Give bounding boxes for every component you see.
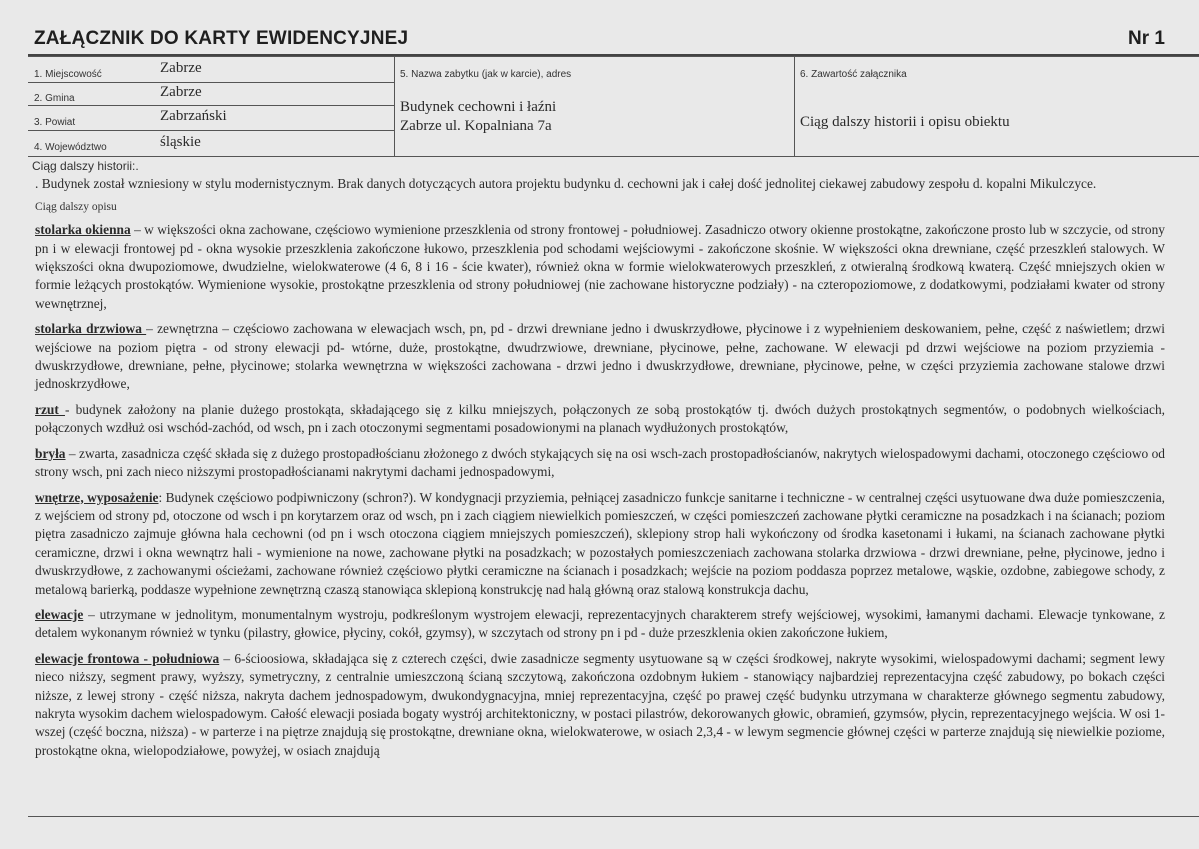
field-wojewodztwo-value: śląskie xyxy=(160,134,201,150)
section-text: – zewnętrzna – częściowo zachowana w elewacjach wsch, pn, pd - drzwi drewniane jedno i dwuskrzydłowe, płycinowe i z wypełnieniem deskowaniem, pełne, część z naświetlem; drzwi wejściowe na poziom piętra - od strony elewacji pd- wtórne, duże, prostokątne, dwudrzwiowe, drewniane, płycinowe, pełne, zachowane. W elewacji pd drzwi wejściowe na poziom przyziemia - dwuskrzydłowe, drewniane, pełne, płycinowe; stolarka wewnętrzna w większości zachowana - drzwi jedno i dwuskrzydłowe, drewniane, płycinowe, pełne, w części przyziemia zachowane stalowe drzwi jednoskrzydłowe, xyxy=(35,321,1165,392)
section-gap xyxy=(35,643,1165,650)
field-nazwa-label: 5. Nazwa zabytku (jak w karcie), adres xyxy=(400,69,572,80)
section-keyword: elewacje frontowa - południowa xyxy=(35,650,220,666)
section-text: – utrzymane w jednolitym, monumentalnym wystroju, podkreślonym wystrojem elewacji, reprezentacyjnych charakterem strefy wejściowej, wysokimi, łamanymi dachami. Elewacje tynkowane, z detalem wykonanym również w tynku (pilastry, głowice, płyciny, cokół, gzymsy), w szczytach od strony pn i pd - duże przeszklenia okien zakończone łukiem, xyxy=(35,606,1165,641)
field-nazwa-value xyxy=(400,98,556,136)
section-gap xyxy=(35,394,1165,401)
field-zawartosc-value: Ciąg dalszy historii i opisu obiektu xyxy=(800,114,1010,130)
description-section xyxy=(35,650,1165,760)
section-text: – 6-ścioosiowa, składająca się z czterech części, dwie zasadnicze segmenty usytuowane są w części środkowej, nakryte wysokimi, wielospadowymi dachami; segment lewy nieco niższy, segment prawy, wyższy, symetryczny, z centralnie umieszczoną ścianą szczytową, zakończona ozdobnym łukiem - stanowiący najbardziej reprezentacyjna część zabudowy, po bokach części niższe, z lewej strony - część niższa, nakryta dachem jednospadowym, dwukondygnacyjna, mniej reprezentacyjna, część po prawej część budynku utrzymana w charakterze głównego segmentu zabudowy, nakryta wysokim dachem wielospadowym. Całość elewacji posiada bogaty wystrój architektoniczny, w postaci pilastrów, dekorowanych głowic, obramień, gzymsów, płycin, reprezentacyjnego wejścia. W osi 1-wszej (część boczna, niższa) - w parterze i na piętrze znajdują się prostokątne, drewniane okna, wielokwaterowe, w osiach 2,3,4 - w lewym segmencie głównej części w parterze znajdują się niewielkie poziome, prostokątne okna, wielopodziałowe, powyżej, w osiach znajdują xyxy=(35,650,1165,758)
divider xyxy=(28,82,394,83)
field-powiat-label: 3. Powiat xyxy=(34,117,76,128)
field-gmina-value: Zabrze xyxy=(160,84,202,100)
section-keyword: stolarka okienna xyxy=(35,222,131,238)
nazwa-line-2: Zabrze ul. Kopalniana 7a xyxy=(400,118,552,134)
header xyxy=(34,28,1165,54)
description-section xyxy=(35,606,1165,643)
section-gap xyxy=(35,482,1165,489)
description-section xyxy=(35,489,1165,599)
section-text: – zwarta, zasadnicza część składa się z dużego prostopadłościanu złożonego z dwóch stykających się na osi wsch-zach prostopadłościanów, nakrytych wielospadowymi dachami, otoczonego częściowo od strony wsch, pni zach nieco niższymi prostopadłościanami nakrytymi dachami jednospadowymi, xyxy=(35,445,1165,480)
divider xyxy=(28,105,394,106)
nazwa-line-1: Budynek cechowni i łaźni xyxy=(400,99,557,115)
field-wojewodztwo-label: 4. Województwo xyxy=(34,142,107,153)
field-zawartosc-label: 6. Zawartość załącznika xyxy=(800,69,907,80)
field-powiat-value: Zabrzański xyxy=(160,108,227,124)
description-section xyxy=(35,221,1165,313)
section-keyword: elewacje xyxy=(35,606,84,622)
field-miejscowosc-value: Zabrze xyxy=(160,60,202,76)
divider xyxy=(794,57,795,156)
section-keyword: bryła xyxy=(35,445,66,461)
historia-text: . Budynek został wzniesiony w stylu modernistycznym. Brak danych dotyczących autora projektu budynku d. cechowni jak i całej dość jednolitej ciekawej zabudowy zespołu d. kopalni Mikulczyce. xyxy=(35,176,1097,192)
section-keyword: stolarka drzwiowa xyxy=(35,321,147,337)
document-body xyxy=(32,157,1165,760)
section-gap xyxy=(35,313,1165,320)
attachment-number: Nr 1 xyxy=(1128,28,1165,49)
section-gap xyxy=(35,438,1165,445)
description-sections xyxy=(35,221,1165,760)
opis-heading: Ciąg dalszy opisu xyxy=(35,200,117,213)
section-text: – w większości okna zachowane, częściowo wymienione przeszklenia od strony frontowej - południowej. Zasadniczo otwory okienne prostokątne, zakończone prosto lub w szczycie, od strony pn i w elewacji frontowej pd - okna wysokie przeszklenia zakończone łukowo, przeszklenia pod schodami wejściowymi - zakończone skośnie. W większości okna drewniane, część przeszkleń stalowych. W większości okna dwupoziomowe, dwudzielne, wielokwaterowe (4 6, 8 i 16 - ście kwater), również okna w formie wielokwaterowych przeszkleń, z otwieralną środkową kwaterą. Część mniejszych okien w formie leżących prostokątów. Wymienione wysokie, prostokątne przeszklenia od strony południowej (nie zachowane historyczne podziały) - na czteropoziomowe, z dodatkowymi, podziałami kwater od strony wewnętrznej, xyxy=(35,222,1165,311)
historia-heading: Ciąg dalszy historii:. xyxy=(32,159,139,173)
section-text: - budynek założony na planie dużego prostokąta, składającego się z kilku mniejszych, połączonych ze sobą prostokątów tj. dwóch dużych prostokątnych segmentów, o podobnych wielkościach, połączonych wzdłuż osi wschód-zachód, od wsch, pn i zach otoczonymi segmentami posadowionymi na planach wydłużonych prostokątów, xyxy=(35,401,1165,436)
divider xyxy=(28,130,394,131)
divider xyxy=(394,57,395,156)
page-title: ZAŁĄCZNIK DO KARTY EWIDENCYJNEJ xyxy=(34,28,409,49)
field-gmina-label: 2. Gmina xyxy=(34,93,75,104)
description-section xyxy=(35,401,1165,438)
section-gap xyxy=(35,599,1165,606)
section-keyword: rzut xyxy=(35,401,65,417)
section-keyword: wnętrze, wyposażenie xyxy=(35,489,159,505)
description-section xyxy=(35,445,1165,482)
info-table xyxy=(28,56,1199,157)
section-text: : Budynek częściowo podpiwniczony (schron?). W kondygnacji przyziemia, pełniącej zasadniczo funkcje sanitarne i techniczne - w centralnej części usytuowane dwa duże pomieszczenia, z wejściem od strony pd, otoczone od wsch i pn korytarzem oraz od wsch, pn i zach ciągiem niewielkich pomieszczeń, w części pomieszczeń zachowane płytki ceramiczne na posadzkach i na ścianach; poziom piętra zasadniczo zajmuje główna hala cechowni (od pn i wsch otoczona ciągiem mniejszych pomieszczeń), sklepiony strop hali wykończony od środka kasetonami i łukami, na ścianach zachowane płytki ceramiczne, drzwi i okna wewnątrz hali - wymienione na nowe, zachowane płytki na posadzkach; w pozostałych pomieszczeniach zachowana stolarka drzwiowa - drzwi drewniane, pełne, płycinowe, jedno i dwuskrzydłowe, z zachowanymi ościeżami, zachowane również częściowo płytki ceramiczne na ścianach i posadzkach; wejście na poziom poddasza poprzez metalowe, wąskie, ozdobne, zabiegowe schody, z metalową barierką, poddasze wypełnione zewnętrzną czaszą stanowiąca sklepioną konstrukcję nad halą główną oraz stalową konstrukcja dachu, xyxy=(35,489,1165,597)
description-section xyxy=(35,320,1165,394)
footer-rule xyxy=(28,816,1199,817)
field-miejscowosc-label: 1. Miejscowość xyxy=(34,69,102,80)
